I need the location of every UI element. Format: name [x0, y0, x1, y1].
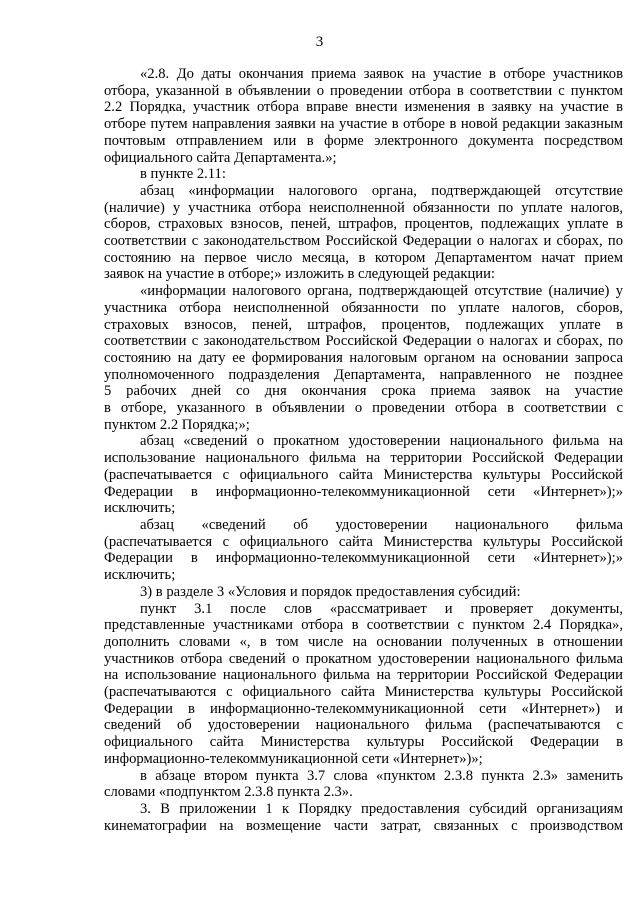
text-line: абзац «информации налогового органа, подтверждающей отсутствие: [140, 182, 623, 199]
text-line: заявок на участие в отборе;» изложить в следующей редакции:: [104, 266, 495, 283]
text-line: кинематографии на возмещение части затрат, связанных с производством: [104, 817, 623, 834]
text-line: исключить;: [104, 567, 176, 584]
text-line: абзац «сведений об удостоверении национального фильма: [140, 516, 623, 533]
text-line: «2.8. До даты окончания приема заявок на участие в отборе участников: [140, 66, 623, 82]
text-line: отбора, указанной в объявлении о проведении отбора в соответствии с пунктом: [104, 82, 623, 99]
text-line: Федерации в информационно-телекоммуникационной сети «Интернет») и: [104, 700, 623, 717]
text-line: (наличие) у участника отбора неисполненной обязанности по уплате налогов,: [104, 199, 623, 216]
text-line: участника отбора неисполненной обязанности по уплате налогов, сборов,: [104, 299, 623, 316]
text-line: сведений об удостоверении национального фильма (распечатываются с: [104, 717, 623, 734]
text-line: уполномоченного подразделения Департамента, направленного не позднее: [104, 366, 623, 383]
text-line: абзац «сведений о прокатном удостоверении национального фильма на: [140, 433, 623, 450]
text-line: (распечатывается с официального сайта Министерства культуры Российской: [104, 533, 623, 550]
text-line: 3. В приложении 1 к Порядку предоставления субсидий организациям: [140, 800, 623, 817]
text-line: состоянию на первое число месяца, в котором Департаментом начат прием: [104, 249, 623, 266]
text-line: 2.2 Порядка, участник отбора вправе внести изменения в заявку на участие в: [104, 99, 623, 116]
text-line: в абзаце втором пункта 3.7 слова «пунктом 2.3.8 пункта 2.3» заменить: [140, 767, 623, 784]
text-line: официального сайта Министерства культуры Российской Федерации в: [104, 734, 623, 751]
text-line: 5 рабочих дней со дня окончания срока приема заявок на участие: [104, 383, 623, 400]
text-line: 3) в разделе 3 «Условия и порядок предоставления субсидий:: [140, 583, 521, 600]
paragraph-distribution-certificate: [104, 433, 623, 517]
paragraph-tax-info-new: [104, 283, 623, 433]
text-line: в пункте 2.11:: [140, 166, 226, 183]
text-line: представленные участниками отбора в соответствии с пунктом 2.4 Порядка»,: [104, 617, 623, 634]
text-line: «информации налогового органа, подтверждающей отсутствие (наличие) у: [140, 283, 623, 300]
text-line: (распечатывается с официального сайта Министерства культуры Российской: [104, 466, 623, 483]
page-number: 3: [315, 34, 324, 50]
paragraph-section-3: [104, 584, 623, 601]
text-line: отборе путем направления заявки на участие в отборе в новой редакции заказным: [104, 116, 623, 133]
text-line: в отборе, указанного в объявлении о проведении отбора в соответствии с: [104, 400, 623, 417]
text-line: соответствии с законодательством Российской Федерации о налогах и сборах, по: [104, 233, 623, 250]
text-line: Федерации в информационно-телекоммуникационной сети «Интернет»);»: [104, 483, 623, 500]
text-line: почтовым отправлением или в форме электронного документа посредством: [104, 132, 623, 149]
text-line: участников отбора сведений о прокатном удостоверении национального фильма: [104, 650, 623, 667]
text-line: страховых взносов, пеней, штрафов, процентов, подлежащих уплате в: [104, 316, 623, 333]
text-line: словами «подпунктом 2.3.8 пункта 2.3».: [104, 784, 353, 801]
paragraph-clause-3-7: [104, 768, 623, 801]
paragraph-tax-info-old: [104, 183, 623, 283]
paragraph-appendix-1: [104, 801, 623, 834]
text-line: исключить;: [104, 500, 176, 517]
text-line: использование национального фильма на территории Российской Федерации: [104, 450, 623, 467]
text-line: официального сайта Департамента.»;: [104, 149, 337, 166]
text-line: информационно-телекоммуникационной сети «Интернет»)»;: [104, 750, 483, 767]
text-line: Федерации в информационно-телекоммуникационной сети «Интернет»);»: [104, 550, 623, 567]
paragraph-clause-2-11: [104, 166, 623, 183]
text-line: состоянию на дату ее формирования налоговым органом на основании запроса: [104, 349, 623, 366]
paragraph-clause-3-1: [104, 601, 623, 768]
text-line: сборов, страховых взносов, пеней, штрафов, процентов, подлежащих уплате в: [104, 216, 623, 233]
text-line: пункт 3.1 после слов «рассматривает и проверяет документы,: [140, 600, 623, 617]
paragraph-national-film-certificate: [104, 517, 623, 584]
paragraph-amendment-2-8: [104, 66, 623, 166]
text-line: дополнить словами «, в том числе на основании полученных в отношении: [104, 633, 623, 650]
text-line: (распечатываются с официального сайта Министерства культуры Российской: [104, 684, 623, 701]
text-line: пунктом 2.2 Порядка;»;: [104, 416, 250, 433]
document-body: [104, 66, 623, 834]
text-line: соответствии с законодательством Российской Федерации о налогах и сборах, по: [104, 333, 623, 350]
text-line: на использование национального фильма на территории Российской Федерации: [104, 667, 623, 684]
